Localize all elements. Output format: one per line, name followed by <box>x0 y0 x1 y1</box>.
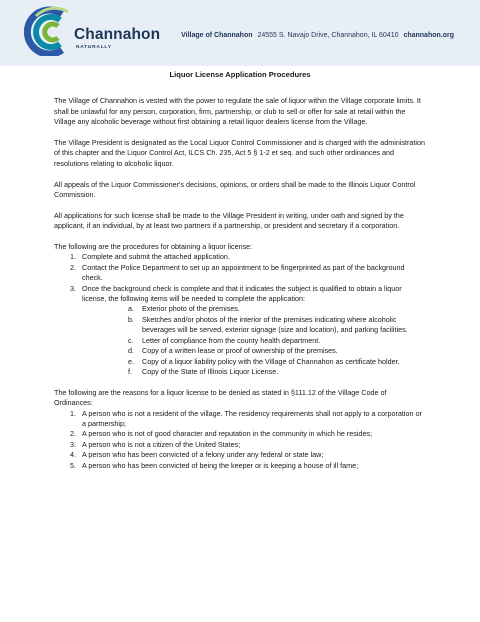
website-link[interactable]: channahon.org <box>403 32 454 39</box>
list-item: 1. A person who is not a resident of the village. The residency requirements shall not apply to a corporation or a partnership; <box>70 408 422 428</box>
list-item: b. Sketches and/or photos of the interior of the premises indicating where alcoholic beverages will be served, exterior signage (size and location), and parking facilities. <box>128 314 408 335</box>
document-body <box>54 70 426 481</box>
list-item: 4. A person who has been convicted of a felony under any federal or state law; <box>70 450 324 460</box>
list-item: 1. Complete and submit the attached application. <box>70 252 230 262</box>
paragraph: All appeals of the Liquor Commissioner's decisions, opinions, or orders shall be made to the Illinois Liquor Control Commission. <box>54 179 416 200</box>
list-item: 3. Once the background check is complete and that it indicates the subject is qualified to obtain a liquor license, the following items will be needed to complete the application: a. Exterior photo of the premises. b. Sketches and/or photos of the interior of the premises indicating where alcoholic beverages will be served, exterior signage (size and location), and parking facilities. c. Letter of compliance from the county health department. d. Copy of a written lease or proof of ownership of the premises. e. Copy of a liquor liability policy with the Village of Channahon as certificate holder. f. Copy of the State of Illinois Liquor License. <box>54 284 426 378</box>
list-item: 2. Contact the Police Department to set up an appointment to be fingerprinted as part of the background check. <box>70 262 405 283</box>
paragraph: All applications for such license shall be made to the Village President in writing, under oath and signed by the applicant, if an individual, by at least two partners if a partnership, or president and secretary if a corporation. <box>54 210 404 231</box>
village-address: 24555 S. Navajo Drive, Channahon, IL 60410 <box>257 32 399 39</box>
list-item: 5. A person who has been convicted of being the keeper or is keeping a house of ill fame; <box>70 460 359 470</box>
brand-name: Channahon <box>74 26 161 43</box>
village-name: Village of Channahon <box>181 32 253 39</box>
page-title: Liquor License Application Procedures <box>169 70 311 79</box>
paragraph: The Village of Channahon is vested with the power to regulate the sale of liquor within the Village corporate limits. It shall be unlawful for any person, corporation, firm, partnership, or club to sell or offer for sale at retail within the Village any alcoholic beverage without first obtaining a retail liquor dealers license from the Village. <box>54 96 421 127</box>
procedures-intro: The following are the procedures for obtaining a liquor license: <box>54 242 253 252</box>
list-item: d. Copy of a written lease or proof of ownership of the premises. <box>128 346 338 356</box>
list-item: 3. A person who is not a citizen of the United States; <box>70 439 241 449</box>
list-item: e. Copy of a liquor liability policy with the Village of Channahon as certificate holder. <box>128 356 400 366</box>
list-item: a. Exterior photo of the premises. <box>128 304 240 314</box>
paragraph: The Village President is designated as the Local Liquor Control Commissioner and is charged with the administration of this chapter and the Liquor Control Act, ILCS Ch. 235, Act 5 § 1-2 et seq. and such other ordinances and resolutions relating to alcoholic liquor. <box>54 138 426 168</box>
list-item: 2. A person who is not of good character and reputation in the community in which he resides; <box>70 429 373 439</box>
letterhead <box>0 0 480 66</box>
list-item: c. Letter of compliance from the county health department. <box>128 335 321 345</box>
denial-reasons-list <box>54 409 426 471</box>
denial-intro: The following are the reasons for a liquor license to be denied as stated in §111.12 of the Village Code of Ordinances: <box>54 387 387 408</box>
list-item: f. Copy of the State of Illinois Liquor License. <box>128 366 279 376</box>
procedures-list <box>54 252 426 377</box>
brand-tagline: NATURALLY <box>76 45 112 50</box>
contact-line <box>181 32 454 39</box>
channahon-logo-icon <box>22 6 78 56</box>
required-items-list <box>82 304 426 377</box>
